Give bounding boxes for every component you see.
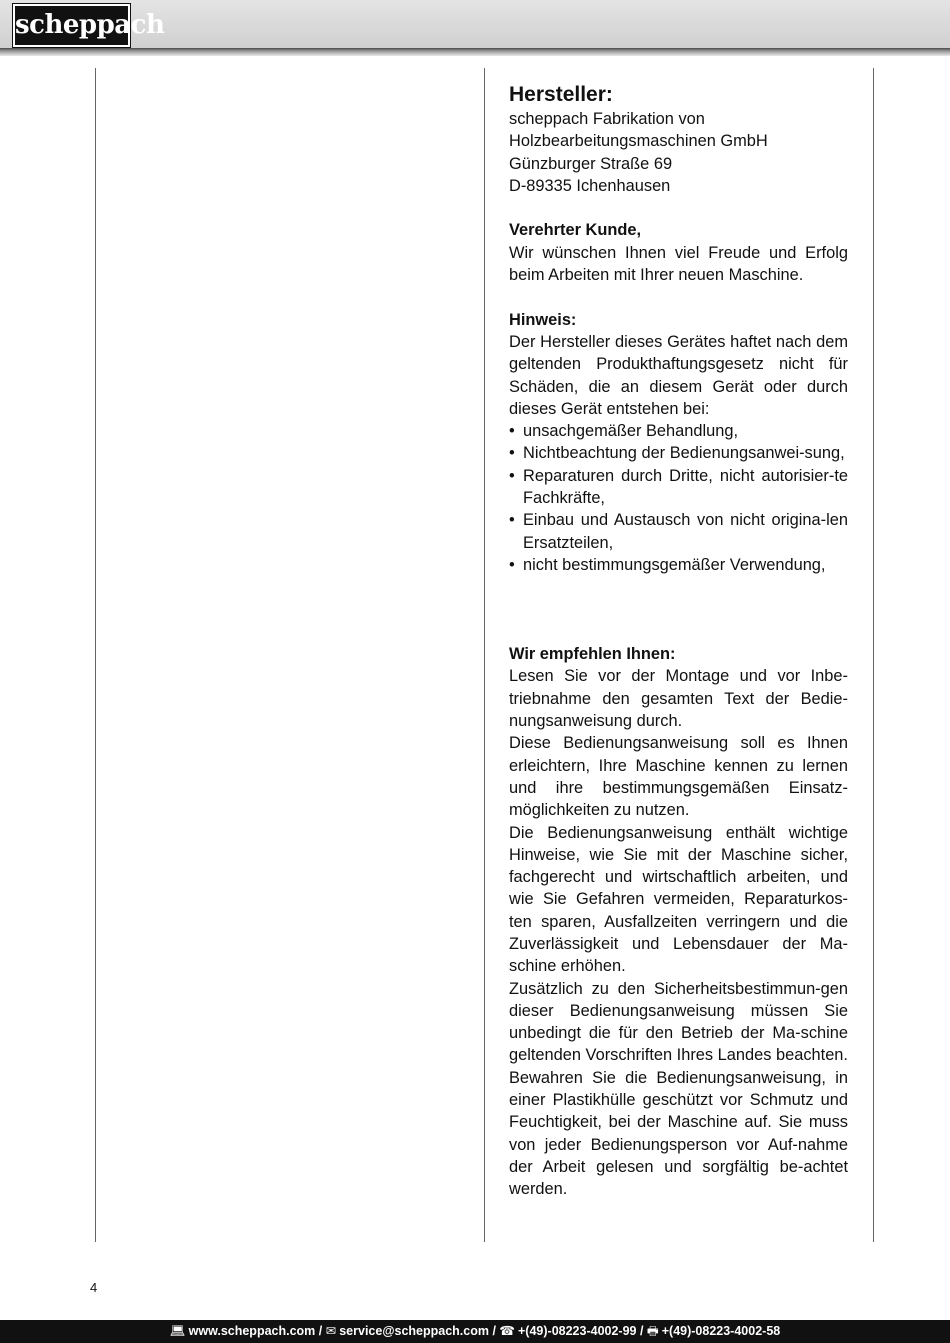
list-item: • nicht bestimmungsgemäßer Verwendung, <box>509 554 848 576</box>
footer-web[interactable]: www.scheppach.com / <box>188 1324 323 1338</box>
recommend-heading: Wir empfehlen Ihnen: <box>509 645 676 664</box>
scheppach-logo: scheppach <box>13 4 130 47</box>
greeting-text: Wir wünschen Ihnen viel Freude und Erfolg beim Arbeiten mit Ihrer neuen Maschine. <box>509 243 848 285</box>
manufacturer-line: Holzbearbeitungsmaschinen GmbH <box>509 132 768 151</box>
manufacturer-line: D-89335 Ichenhausen <box>509 176 671 195</box>
recommend-paragraph: Zusätzlich zu den Sicherheitsbestimmun-gen dieser Bedienungsanweisung müssen Sie unbedingt die für den Betrieb der Ma-schine geltenden Vorschriften Ihres Landes beachten. <box>509 979 848 1065</box>
notice-text: Der Hersteller dieses Gerätes haftet nach dem geltenden Produkthaftungsgesetz nicht für Schäden, die an diesem Gerät oder durch dieses Gerät entstehen bei: <box>509 332 848 418</box>
column-divider-right <box>873 68 874 1242</box>
list-item: • Reparaturen durch Dritte, nicht autorisier-te Fachkräfte, <box>509 465 848 510</box>
column-divider-middle <box>484 68 485 1242</box>
page-number: 4 <box>90 1280 98 1295</box>
manufacturer-line: scheppach Fabrikation von <box>509 110 705 128</box>
phone-icon: ☎︎ <box>499 1324 515 1338</box>
list-item: • unsachgemäßer Behandlung, <box>509 420 848 442</box>
page-footer <box>0 1320 950 1343</box>
fax-icon: 🖶︎ <box>646 1324 659 1338</box>
recommend-paragraph: Die Bedienungsanweisung enthält wichtige Hinweise, wie Sie mit der Maschine sicher, fachgerecht und wirtschaftlich arbeiten, und wie Sie Gefahren vermeiden, Reparaturkos-ten sparen, Ausfallzeiten verringern und die Zuverlässigkeit und Lebensdauer der Ma-schine erhöhen. <box>509 823 848 976</box>
list-item: • Nichtbeachtung der Bedienungsanwei-sung, <box>509 442 848 464</box>
text-column <box>509 82 848 1201</box>
recommend-paragraph: Lesen Sie vor der Montage und vor Inbe-triebnahme den gesamten Text der Bedie-nungsanweisung durch. <box>509 667 848 731</box>
header-shadow <box>0 48 950 56</box>
recommend-paragraph: Bewahren Sie die Bedienungsanweisung, in einer Plastikhülle geschützt vor Schmutz und Feuchtigkeit, bei der Maschine auf. Sie muss von jeder Bedienungsperson vor Auf-nahme der Arbeit gelesen und sorgfältig be-achtet werden. <box>509 1068 848 1199</box>
mail-icon: ✉︎ <box>325 1324 337 1338</box>
footer-fax: +(49)-08223-4002-58 <box>661 1324 781 1338</box>
column-divider-left <box>95 68 96 1242</box>
recommend-paragraph: Diese Bedienungsanweisung soll es Ihnen erleichtern, Ihre Maschine kennen zu lernen und ihre bestimmungsgemäßen Einsatz-möglichkeiten zu nutzen. <box>509 734 848 820</box>
greeting-heading: Verehrter Kunde, <box>509 221 642 240</box>
footer-mail[interactable]: service@scheppach.com / <box>339 1324 496 1338</box>
manufacturer-line: Günzburger Straße 69 <box>509 154 673 173</box>
notice-list <box>509 420 848 576</box>
list-item: • Einbau und Austausch von nicht origina-len Ersatzteilen, <box>509 509 848 554</box>
notice-heading: Hinweis: <box>509 310 577 329</box>
manufacturer-heading: Hersteller: <box>509 83 613 106</box>
computer-icon: 💻︎ <box>169 1324 186 1338</box>
footer-phone: +(49)-08223-4002-99 / <box>518 1324 644 1338</box>
